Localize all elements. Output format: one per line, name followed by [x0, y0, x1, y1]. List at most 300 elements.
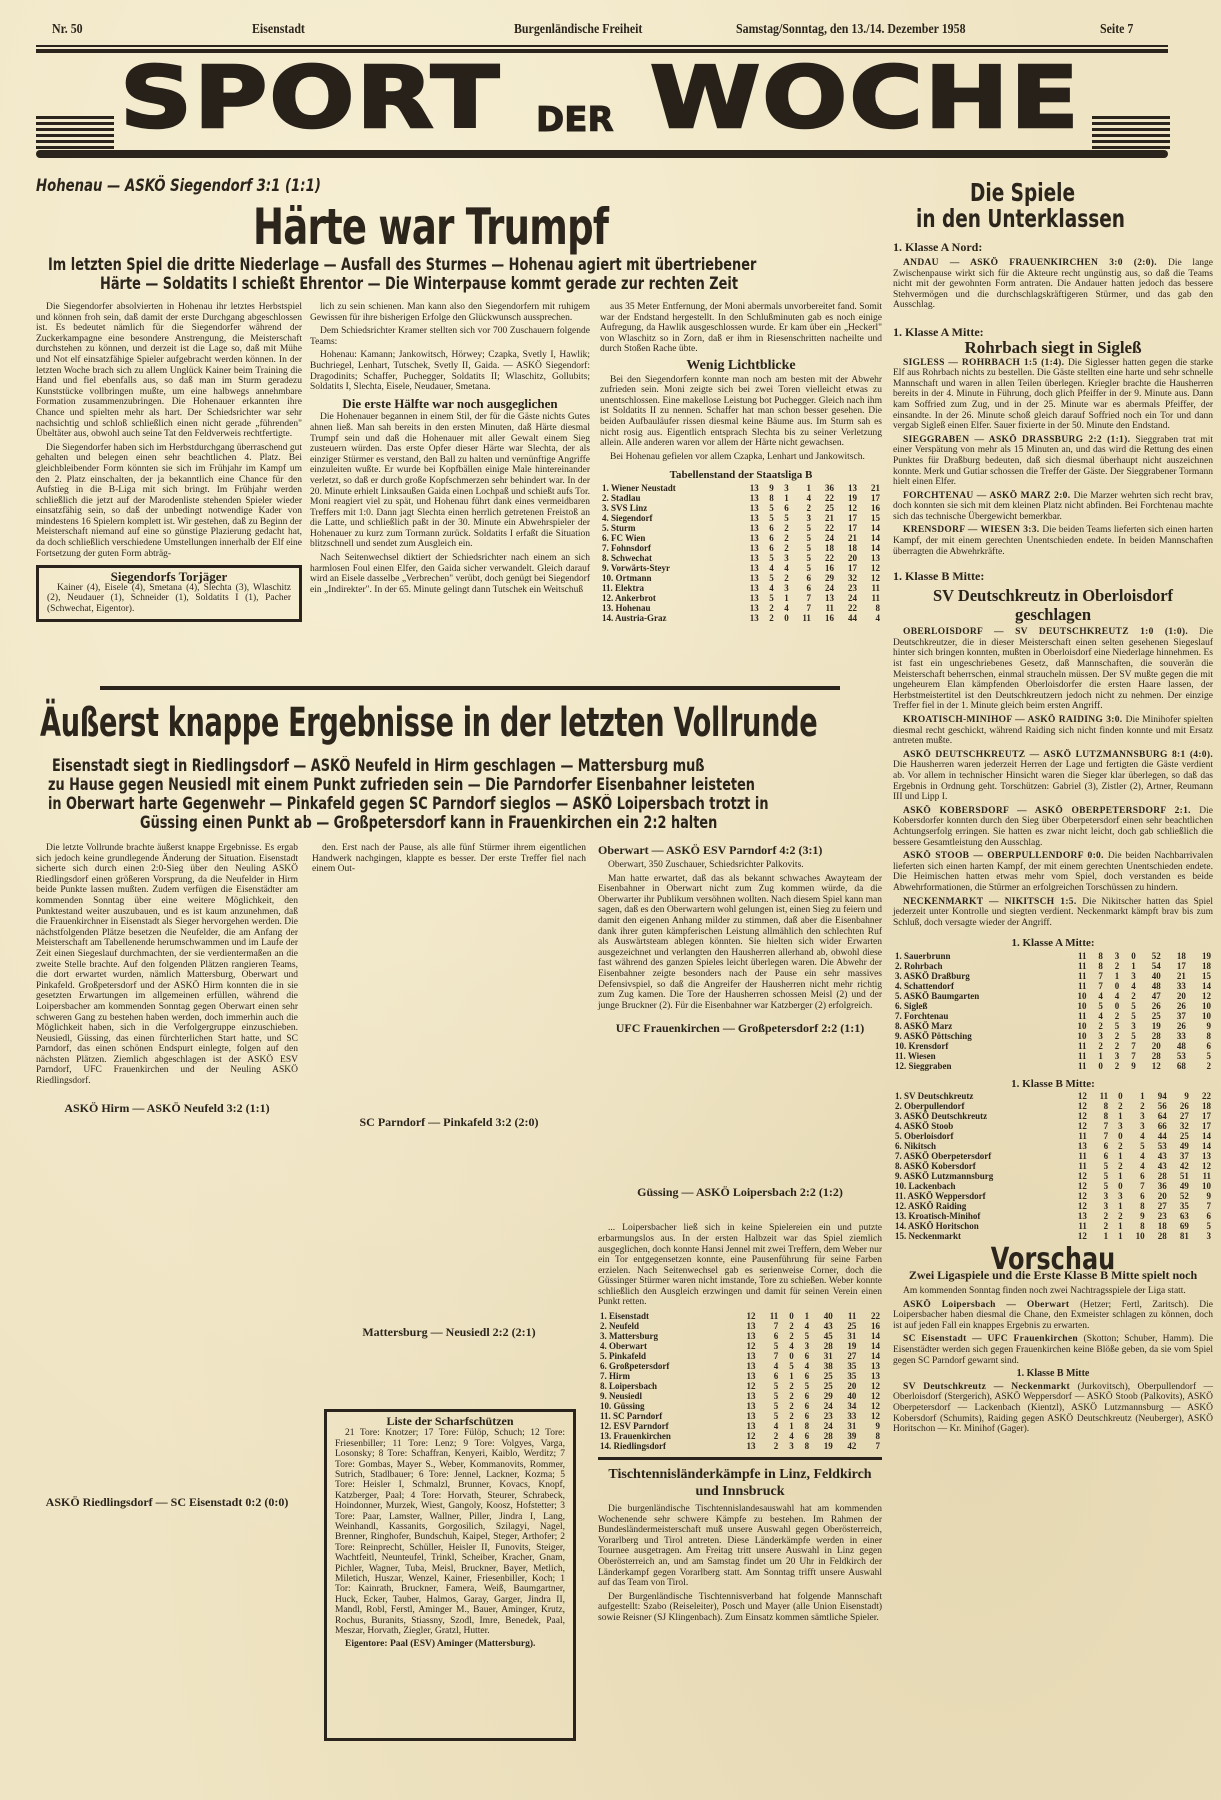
stat-cell: 16: [824, 562, 834, 573]
stat-cell: 22: [871, 1311, 880, 1322]
stat-cell: 4: [769, 562, 774, 573]
stat-cell: 19: [1151, 1020, 1161, 1031]
stat-cell: 48: [1151, 980, 1161, 991]
stat-cell: 26: [1151, 1000, 1161, 1011]
stat-cell: 5: [1131, 1000, 1136, 1011]
stat-cell: 7: [1098, 970, 1103, 981]
stat-cell: 4: [1140, 1161, 1145, 1172]
team-name: 4. Siegendorf: [602, 512, 653, 523]
team-name: 1. Wiener Neustadt: [602, 482, 676, 493]
stat-cell: 18: [1202, 960, 1211, 971]
table-row: [893, 951, 1213, 961]
stat-cell: 8: [1103, 1101, 1109, 1112]
paragraph-lead: ASKÖ DEUTSCHKREUTZ — ASKÖ LUTZMANNSBURG 8:1 (4:0).: [903, 749, 1213, 760]
stat-cell: 33: [1176, 1030, 1186, 1041]
stat-cell: 4: [804, 1361, 810, 1372]
match-report: [598, 1223, 882, 1308]
stat-cell: 5: [804, 1331, 810, 1342]
column-2-paragraphs-b: [310, 412, 590, 595]
stat-cell: 16: [824, 612, 834, 623]
team-name: 12. Sieggraben: [895, 1060, 952, 1071]
table-row: [893, 1151, 1213, 1161]
stat-cell: 3: [1114, 1050, 1120, 1061]
league-label: 1. Klasse A Mitte:: [893, 324, 984, 339]
table-row: [893, 1131, 1213, 1141]
paragraph: SV Deutschkreutz — Neckenmarkt (Jurkovitsch), Oberpullendorf — Oberloisdorf (Stergerich), ASKÖ Weppersdorf — ASKÖ Stoob (Palkovits), ASKÖ Oberpetersdorf — Lackenbach (Kientzl), ASKÖ Lutzmannsburg — ASKÖ Kobersdorf (Schumits), Raiding gegen ASKÖ Deutschkreutz (Neuberger), ASKÖ Horitschon — Kr. Minihof (Gager).: [893, 1381, 1213, 1435]
stat-cell: 4: [1140, 1131, 1145, 1142]
page-number: Seite 7: [1100, 22, 1134, 37]
stat-cell: 9: [1140, 1211, 1145, 1222]
stat-cell: 43: [1157, 1151, 1167, 1162]
stat-cell: 13: [749, 602, 759, 613]
stat-cell: 12: [1202, 1161, 1211, 1172]
stat-cell: 14: [1202, 980, 1211, 991]
team-name: 7. ASKÖ Oberpetersdorf: [895, 1151, 992, 1162]
stat-cell: 15: [1202, 970, 1211, 981]
stat-cell: 6: [1140, 1191, 1145, 1202]
stat-cell: 12: [871, 562, 880, 573]
stat-cell: 1: [1118, 1231, 1123, 1242]
team-name: 7. Hirm: [600, 1371, 630, 1382]
stat-cell: 2: [1114, 1040, 1120, 1051]
stat-cell: 1: [1118, 1111, 1123, 1122]
paragraph: Am kommenden Sonntag finden noch zwei Nachtragsspiele der Liga statt.: [903, 1286, 1186, 1297]
stat-cell: 3: [1098, 1030, 1103, 1041]
table-row: [893, 1161, 1213, 1171]
stat-cell: 25: [823, 1381, 833, 1392]
stat-cell: 27: [1157, 1201, 1167, 1212]
stat-cell: 0: [789, 1311, 794, 1322]
stat-cell: 13: [749, 542, 759, 553]
masthead-der: DER: [536, 100, 614, 140]
stat-cell: 2: [769, 602, 774, 613]
stat-cell: 39: [847, 1431, 857, 1442]
stat-cell: 18: [1176, 950, 1186, 961]
match-heading: ASKÖ Hirm — ASKÖ Neufeld 3:2 (1:1): [64, 1100, 270, 1115]
stat-cell: 6: [769, 532, 774, 543]
stat-cell: 34: [847, 1401, 857, 1412]
stat-cell: 5: [1103, 1181, 1109, 1192]
klasse-b-mitte-table: [893, 1091, 1213, 1241]
stat-cell: 14: [1202, 1131, 1211, 1142]
stat-cell: 5: [769, 572, 774, 583]
stat-cell: 69: [1179, 1221, 1189, 1232]
stat-cell: 2: [1114, 960, 1120, 971]
stat-cell: 7: [1098, 980, 1103, 991]
stat-cell: 43: [823, 1321, 833, 1332]
stat-cell: 17: [847, 562, 857, 573]
stat-cell: 6: [804, 1371, 810, 1382]
team-name: 6. Nikitsch: [895, 1141, 937, 1152]
stat-cell: 7: [1103, 1131, 1109, 1142]
stat-cell: 11: [871, 592, 880, 603]
stat-cell: 7: [1131, 1040, 1136, 1051]
article-subhead-line2: Härte — Soldatits I schießt Ehrentor — Die Winterpause kommt gerade zur rechten Zeit: [100, 274, 739, 294]
stat-cell: 28: [1151, 1050, 1161, 1061]
team-name: 12. ESV Parndorf: [600, 1421, 669, 1432]
team-name: 7. Fohnsdorf: [602, 542, 652, 553]
table-row: [598, 1381, 882, 1391]
stat-cell: 12: [1077, 1171, 1087, 1182]
stat-cell: 20: [1151, 1040, 1161, 1051]
scorers-list-text: 21 Tore: Knotzer; 17 Tore: Fülöp, Schuch; 12 Tore: Friesenbiller; 11 Tore: Lenz; 9 Tore: Volgyes, Varga, Losonsky; 8 Tore: Schaffran, Kenyeri, Kaiblo, Werditz; 7 Tore: Gombas, Mayer S., Weber, Kommanovits, Rommer, Sutrich, Stadlbauer; 6 Tore: Jennel, Lackner, Kozma; 5 Tore: Heisler I, Schmalzl, Brunner, Kovacs, Knopf, Katzberger, Paal; 4 Tore: Horvath, Steurer, Schrabeck, Hoindonner, Murzek, Wiest, Gangoly, Koosz, Hofstetter; 3 Tore: Paar, Lamster, Wallner, Piller, Jindra I, Lang, Weinhandl, Kassanits, Gorgosilich, Szilagyi, Nagel, Brenner, Ringhofer, Bundschuh, Kaipel, Steger, Arthofer; 2 Tore: Reinprecht, Schüller, Heisler II, Funovits, Steiger, Wachtfeitl, Neunteufel, Trinkl, Scheiber, Kracher, Gnam, Pichler, Wagner, Tuba, Meisl, Bruckner, Bayer, Metlich, Miletich, Huszar, Wenzel, Kainer, Friesenbiller, Koch; 1 Tor: Kainrath, Bruckner, Famera, Weiß, Baumgartner, Huck, Ecker, Tauber, Halmos, Garay, Garger, Jindra II, Mandl, Robl, Ferstl, Aminger M., Bauer, Aminger, Krutz, Rochus, Buranits, Stiassny, Szodl, Imre, Benedek, Paal, Meszar, Horvath, Ziegler, Gratzl, Hutter.: [335, 1428, 565, 1637]
article-column-1: [36, 302, 302, 622]
stat-cell: 3: [806, 512, 811, 523]
stat-cell: 2: [784, 532, 789, 543]
stat-cell: 22: [824, 522, 834, 533]
stat-cell: 18: [847, 542, 857, 553]
stat-cell: 5: [806, 532, 811, 543]
table-row: [893, 1231, 1213, 1241]
stat-cell: 4: [769, 582, 774, 593]
stat-cell: 12: [1077, 1091, 1087, 1102]
section-heading: SV Deutschkreutz in Oberloisdorf geschlagen: [932, 586, 1174, 625]
article-column-3: [600, 302, 882, 623]
lower-subhead-line3: in Oberwart harte Gegenwehr — Pinkafeld gegen SC Parndorf sieglos — ASKÖ Loipersbach trotzt in: [48, 794, 769, 813]
stat-cell: 14: [871, 1331, 880, 1342]
paragraph: Die burgenländische Tischtennislandesauswahl hat am kommenden Wochenende sehr schwere Kämpfe zu bestehen. Im Rahmen der Bundesländermeisterschaft muß unsere Auswahl gegen Oberösterreich, Vorarlberg und Tirol antreten. Diese Länderkämpfe werden in einer Tournee ausgetragen. Am Freitag tritt unsere Auswahl in Linz gegen Oberösterreich an, und am Samstag findet um 20 Uhr in Feldkirch der Länderkampf gegen Vorarlberg statt. Am Sonntag trifft unsere Auswahl auf das Team von Tirol.: [598, 1504, 882, 1589]
stat-cell: 4: [806, 492, 811, 503]
paragraph: FORCHTENAU — ASKÖ MARZ 2:0. Die Marzer wehrten sich recht brav, doch konnten sie sich mit dem kleinen Platz nicht abfinden. Bei Forchtenau machte sich das technische Übergewicht bemerkbar.: [893, 490, 1213, 522]
stat-cell: 15: [871, 512, 880, 523]
stat-cell: 11: [769, 1311, 779, 1322]
stat-cell: 6: [773, 1331, 779, 1342]
paragraph-lead: KRENSDORF — WIESEN 3:3.: [903, 525, 1043, 536]
stat-cell: 11: [1077, 950, 1087, 961]
stat-cell: 0: [789, 1351, 794, 1362]
team-name: 2. Rohrbach: [895, 960, 943, 971]
stat-cell: 25: [1151, 1010, 1161, 1021]
paragraph-lead: ANDAU — ASKÖ FRAUENKIRCHEN 3:0 (2:0).: [903, 258, 1168, 268]
stat-cell: 10: [1202, 1181, 1211, 1192]
stat-cell: 13: [749, 532, 759, 543]
paragraph: Bei Hohenau gefielen vor allem Czapka, Lenhart und Jankowitsch.: [610, 451, 865, 462]
stat-cell: 19: [823, 1441, 833, 1452]
stat-cell: 2: [1114, 1060, 1120, 1071]
stat-cell: 12: [871, 1391, 880, 1402]
stat-cell: 5: [806, 522, 811, 533]
stat-cell: 13: [749, 552, 759, 563]
stat-cell: 4: [1098, 990, 1103, 1001]
stat-cell: 23: [1157, 1211, 1167, 1222]
stat-cell: 1: [784, 492, 789, 503]
table-row: [598, 1411, 882, 1421]
stat-cell: 7: [1140, 1181, 1145, 1192]
preview-subheading: Zwei Ligaspiele und die Erste Klasse B Mitte spielt noch: [908, 1268, 1198, 1283]
league-table: [893, 951, 1213, 1071]
stat-cell: 11: [825, 602, 834, 613]
stat-cell: 2: [784, 572, 789, 583]
stat-cell: 5: [784, 512, 789, 523]
match-heading: Oberwart — ASKÖ ESV Parndorf 4:2 (3:1): [598, 843, 823, 857]
table-row: [600, 533, 882, 543]
team-name: 13. Hohenau: [602, 602, 651, 613]
stat-cell: 14: [871, 1351, 880, 1362]
stat-cell: 4: [1098, 1010, 1103, 1021]
team-name: 6. Sigleß: [895, 1000, 928, 1011]
stat-cell: 4: [789, 1431, 794, 1442]
stat-cell: 20: [847, 552, 857, 563]
stat-cell: 2: [784, 522, 789, 533]
stat-cell: 3: [1131, 1020, 1136, 1031]
table-row: [893, 1061, 1213, 1071]
paragraph-lead: SIGLESS — ROHRBACH 1:5 (1:4).: [903, 357, 1068, 368]
stat-cell: 3: [804, 1341, 810, 1352]
stat-cell: 22: [1202, 1091, 1211, 1102]
stat-cell: 8: [1140, 1221, 1145, 1232]
team-name: 2. Stadlau: [602, 492, 641, 503]
table-row: [893, 1021, 1213, 1031]
team-name: 1. Sauerbrunn: [895, 950, 951, 961]
team-name: 8. Schwechat: [602, 552, 652, 563]
stat-cell: 12: [871, 1381, 880, 1392]
paragraph-lead: ASKÖ STOOB — OBERPULLENDORF 0:0.: [903, 851, 1108, 862]
stat-cell: 21: [824, 512, 834, 523]
match-heading: UFC Frauenkirchen — Großpetersdorf 2:2 (1:1): [615, 1021, 865, 1036]
stat-cell: 11: [1077, 1040, 1087, 1051]
stat-cell: 12: [1077, 1181, 1087, 1192]
stat-cell: 13: [746, 1361, 756, 1372]
table-row: [893, 1121, 1213, 1131]
stat-cell: 1: [784, 592, 789, 603]
stat-cell: 5: [769, 552, 774, 563]
stat-cell: 0: [1118, 1131, 1123, 1142]
stat-cell: 14: [871, 1341, 880, 1352]
stat-cell: 1: [804, 1311, 810, 1322]
stat-cell: 13: [749, 492, 759, 503]
stat-cell: 0: [784, 612, 789, 623]
stat-cell: 36: [824, 482, 834, 493]
article-kicker: Hohenau — ASKÖ Siegendorf 3:1 (1:1): [36, 176, 321, 196]
stat-cell: 36: [1157, 1181, 1167, 1192]
stat-cell: 13: [749, 482, 759, 493]
stat-cell: 13: [871, 1371, 880, 1382]
stat-cell: 14: [871, 532, 880, 543]
stat-cell: 7: [806, 602, 811, 613]
stat-cell: 2: [1140, 1101, 1145, 1112]
stat-cell: 12: [746, 1381, 756, 1392]
stat-cell: 33: [1176, 980, 1186, 991]
lower-column-3: [598, 843, 882, 1627]
stat-cell: 13: [749, 582, 759, 593]
paragraph: lich zu sein schienen. Man kann also den Siegendorfern mit ruhigem Gewissen für ihre bisherigen Erfolge den Glückwunsch aussprechen.: [310, 302, 590, 323]
stat-cell: 2: [1118, 1211, 1123, 1222]
table-row: [598, 1331, 882, 1341]
column-2-paragraphs: [310, 302, 590, 393]
stat-cell: 13: [749, 512, 759, 523]
table-row: [893, 981, 1213, 991]
stat-cell: 3: [1131, 970, 1136, 981]
table-row: [893, 1041, 1213, 1051]
stat-cell: 28: [823, 1431, 833, 1442]
paragraph: Der Burgenländische Tischtennisverband hat folgende Mannschaft aufgestellt: Szabo (Reiseleiter), Posch und Mayer (alle Union Eisenstadt) sowie Reisner (SJ Klingenbach). Zum Einsatz kommen sämtliche Spieler.: [598, 1591, 882, 1623]
stat-cell: 31: [823, 1351, 833, 1362]
stat-cell: 11: [1077, 1050, 1087, 1061]
stat-cell: 43: [1157, 1161, 1167, 1172]
table-row: [600, 553, 882, 563]
paragraph: Dem Schiedsrichter Kramer stellten sich vor 700 Zuschauern folgende Teams:: [310, 326, 590, 347]
right-title-line1: Die Spiele: [970, 178, 1076, 207]
stat-cell: 12: [1151, 1060, 1161, 1071]
stat-cell: 5: [1131, 1010, 1136, 1021]
stat-cell: 33: [847, 1411, 857, 1422]
match-heading: Mattersburg — Neusiedl 2:2 (2:1): [362, 1324, 536, 1339]
stat-cell: 13: [746, 1321, 756, 1332]
issue-number: Nr. 50: [52, 22, 83, 37]
stat-cell: 8: [804, 1441, 810, 1452]
klasse-a-mitte-table: [893, 951, 1213, 1071]
stat-cell: 3: [1140, 1111, 1145, 1122]
header-rule: [36, 45, 1168, 47]
paragraph-lead: SV Deutschkreutz — Neckenmarkt: [903, 1381, 1078, 1392]
paragraph-lead: OBERLOISDORF — SV DEUTSCHKREUTZ 1:0 (1:0).: [903, 627, 1200, 638]
stat-cell: 0: [1118, 1181, 1123, 1192]
stat-cell: 5: [1103, 1161, 1109, 1172]
stat-cell: 23: [823, 1411, 833, 1422]
team-name: 4. Schattendorf: [895, 980, 954, 991]
stat-cell: 13: [746, 1351, 756, 1362]
stat-cell: 12: [746, 1431, 756, 1442]
stat-cell: 2: [1098, 1020, 1103, 1031]
stat-cell: 2: [773, 1441, 779, 1452]
stat-cell: 12: [746, 1311, 756, 1322]
stat-cell: 14: [871, 522, 880, 533]
stat-cell: 5: [769, 512, 774, 523]
table-row: [893, 961, 1213, 971]
team-name: 14. ASKÖ Horitschon: [895, 1221, 979, 1232]
team-name: 7. Forchtenau: [895, 1010, 949, 1021]
table-row: [600, 493, 882, 503]
match-heading: Güssing — ASKÖ Loipersbach 2:2 (1:2): [637, 1185, 843, 1200]
stat-cell: 2: [1114, 1030, 1120, 1041]
table-row: [893, 1011, 1213, 1021]
stat-cell: 44: [847, 612, 857, 623]
paragraph-lead: NECKENMARKT — NIKITSCH 1:5.: [903, 896, 1083, 907]
stat-cell: 37: [1179, 1151, 1189, 1162]
stat-cell: 26: [1179, 1101, 1189, 1112]
table-row: [600, 483, 882, 493]
table-row: [600, 503, 882, 513]
stat-cell: 21: [1176, 970, 1186, 981]
stat-cell: 2: [789, 1331, 794, 1342]
stat-cell: 13: [749, 522, 759, 533]
stat-cell: 12: [1077, 1121, 1087, 1132]
stat-cell: 6: [1103, 1151, 1109, 1162]
table-row: [598, 1431, 882, 1441]
stat-cell: 13: [749, 612, 759, 623]
stat-cell: 1: [789, 1371, 794, 1382]
team-name: 4. Oberwart: [600, 1341, 647, 1352]
stat-cell: 8: [1098, 960, 1103, 971]
paragraph: KRENSDORF — WIESEN 3:3. Die beiden Teams lieferten sich einen harten Kampf, der mit einem gerechten Unentschieden endete. In beiden Mannschaften überragten die Abwehrkräfte.: [893, 525, 1213, 557]
stat-cell: 1: [1103, 1231, 1109, 1242]
paragraph: aus 35 Meter Entfernung, der Moni abermals unvorbereitet fand. Somit war der Endstand hergestellt. In den Schlußminuten gab es noch einige Aufregung, da Hawlik ausgeschlossen wurde. Er kam über ein „Heckerl" von Wlaschitz so in Zorn, daß er ihm in Riesenschritten nacheilte und durch Stoßen Rache übte.: [600, 302, 882, 355]
scorers-box-title: Siegendorfs Torjäger: [110, 569, 228, 585]
league-label: 1. Klasse A Nord:: [893, 240, 983, 254]
scorers-list-title: Liste der Scharfschützen: [386, 1413, 514, 1428]
stat-cell: 11: [1077, 1060, 1087, 1071]
team-name: 11. ASKÖ Weppersdorf: [895, 1191, 986, 1202]
stat-cell: 40: [847, 1391, 857, 1402]
stat-cell: 8: [1103, 1111, 1109, 1122]
team-name: 5. ASKÖ Baumgarten: [895, 990, 980, 1001]
stat-cell: 10: [1077, 990, 1087, 1001]
stat-cell: 40: [823, 1311, 833, 1322]
league-table: [600, 483, 882, 623]
stat-cell: 2: [789, 1381, 794, 1392]
stat-cell: 5: [804, 1381, 810, 1392]
stat-cell: 20: [847, 1381, 857, 1392]
masthead-rule: [36, 150, 1168, 158]
stat-cell: 13: [746, 1391, 756, 1402]
stat-cell: 22: [847, 602, 857, 613]
stat-cell: 5: [806, 562, 811, 573]
stat-cell: 25: [847, 1321, 857, 1332]
stat-cell: 5: [769, 502, 774, 513]
stat-cell: 6: [1103, 1141, 1109, 1152]
divider: [598, 1457, 882, 1460]
stat-cell: 5: [773, 1401, 779, 1412]
team-name: 13. Frauenkirchen: [600, 1431, 671, 1442]
team-name: 9. ASKÖ Lutzmannsburg: [895, 1171, 994, 1182]
stat-cell: 94: [1157, 1091, 1167, 1102]
stat-cell: 1: [1118, 1151, 1123, 1162]
stat-cell: 13: [746, 1411, 756, 1422]
stat-cell: 49: [1179, 1141, 1189, 1152]
stat-cell: 11: [1077, 970, 1087, 981]
team-name: 2. Oberpullendorf: [895, 1101, 965, 1112]
stat-cell: 8: [875, 1431, 880, 1442]
table-row: [893, 1221, 1213, 1231]
stat-cell: 32: [1179, 1121, 1189, 1132]
stat-cell: 3: [1206, 1231, 1211, 1242]
stat-cell: 29: [823, 1391, 833, 1402]
staatsliga-table-title: Tabellenstand der Staatsliga B: [669, 469, 813, 482]
stat-cell: 66: [1157, 1121, 1167, 1132]
stat-cell: 10: [1077, 1000, 1087, 1011]
stat-cell: 14: [871, 542, 880, 553]
match-reports: [893, 258, 1213, 311]
team-name: 10. Lackenbach: [895, 1181, 956, 1192]
table-row: [893, 1141, 1213, 1151]
stat-cell: 11: [1077, 980, 1087, 991]
stat-cell: 12: [871, 572, 880, 583]
paragraph: SIEGGRABEN — ASKÖ DRASSBURG 2:2 (1:1). Sieggraben trat mit einer Verspätung von mehr als 15 Minuten an, und das wird die Rettung des einen Punktes für Draßburg bedeuten, daß sich diesmal überhaupt nicht auszeichnen konnte. Merk und Gutiar schossen die Treffer der Gäste. Der Sieggrabener Tormann hielt einen Elfer.: [893, 434, 1213, 488]
stat-cell: 68: [1176, 1060, 1186, 1071]
stat-cell: 54: [1151, 960, 1161, 971]
lower-column-1-paragraphs: [36, 843, 298, 1087]
stat-cell: 12: [746, 1341, 756, 1352]
stat-cell: 12: [1202, 990, 1211, 1001]
stat-cell: 3: [1103, 1201, 1109, 1212]
stat-cell: 2: [1103, 1211, 1109, 1222]
stat-cell: 25: [1179, 1131, 1189, 1142]
stat-cell: 16: [871, 502, 880, 513]
stat-cell: 7: [1103, 1121, 1109, 1132]
stat-cell: 24: [823, 1401, 833, 1412]
team-name: 8. Loipersbach: [600, 1381, 658, 1392]
stat-cell: 13: [749, 572, 759, 583]
stat-cell: 5: [1103, 1171, 1109, 1182]
stat-cell: 2: [789, 1391, 794, 1402]
stat-cell: 49: [1179, 1181, 1189, 1192]
stat-cell: 3: [1118, 1121, 1123, 1132]
stat-cell: 3: [1103, 1191, 1109, 1202]
paragraph: Hohenau: Kamann; Jankowitsch, Hörwey; Czapka, Svetly I, Hawlik; Buchriegel, Lenhart, Tutschek, Svetly II, Gaida. — ASKÖ Siegendorf: Dragodinits; Schaffer, Puchegger, Soldatits II; Wlaschitz, Gollubits; Soldatits I, Slechta, Eisele, Neudauer, Smetana.: [310, 350, 590, 393]
stat-cell: 24: [847, 592, 857, 603]
paragraph: ASKÖ Loipersbach — Oberwart (Hetzer; Fertl, Zaritsch). Die Loipersbacher haben diesmal die Chane, den Exmeister schlagen zu können, doch ist auf jeden Fall ein knappes Ergebnis zu erwarten.: [893, 1299, 1213, 1331]
stat-cell: 2: [1103, 1221, 1109, 1232]
